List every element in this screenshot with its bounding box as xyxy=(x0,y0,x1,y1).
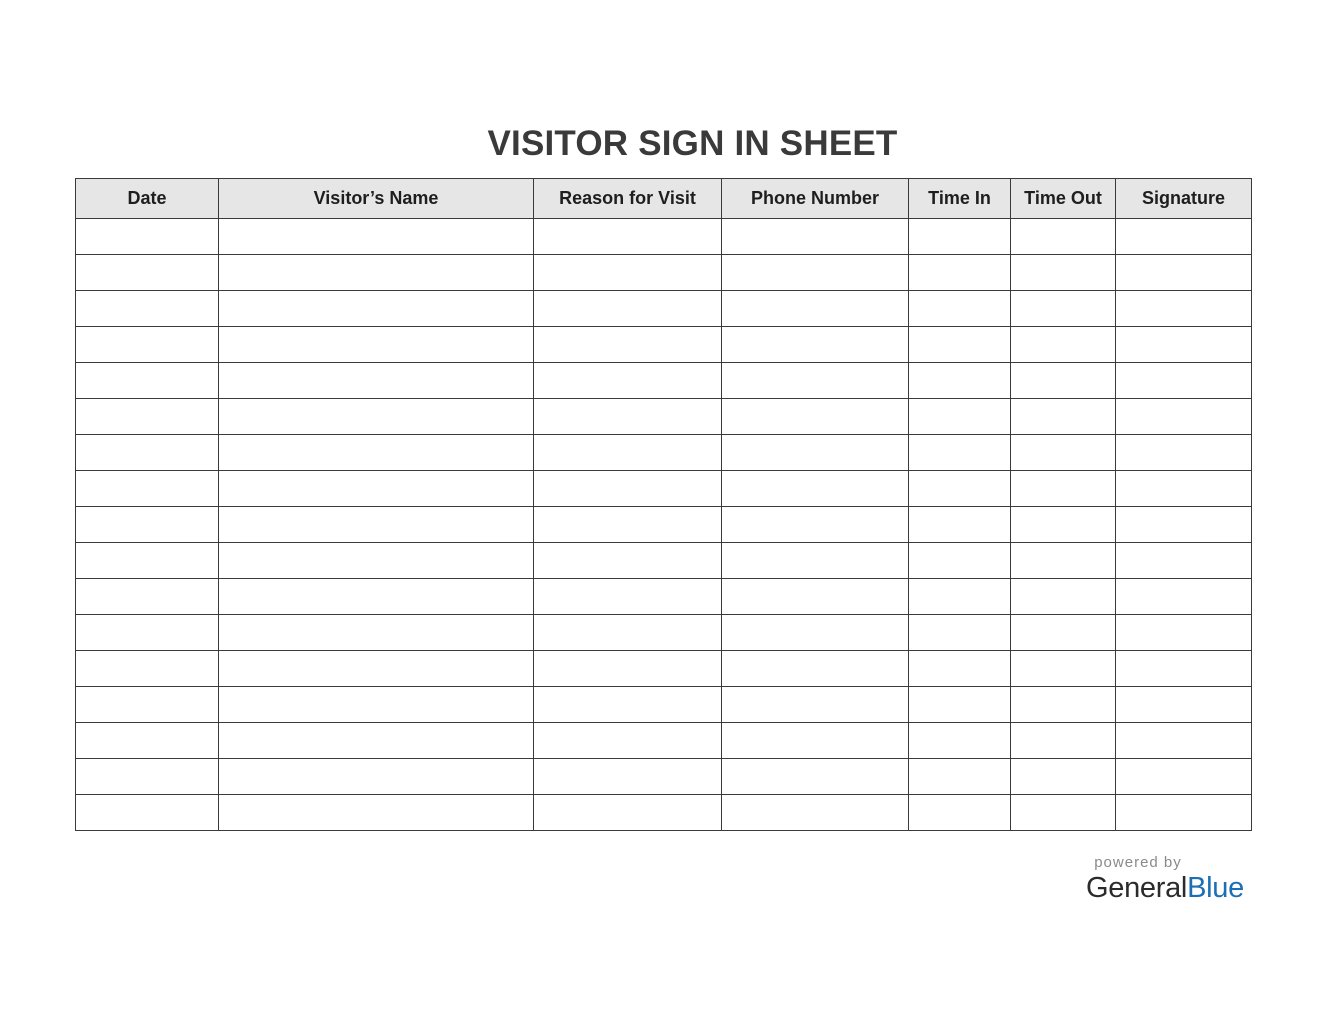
brand-name-blue: Blue xyxy=(1187,872,1244,904)
cell-signature[interactable] xyxy=(1116,687,1252,723)
table-row xyxy=(76,471,1252,507)
cell-date[interactable] xyxy=(76,615,219,651)
cell-time-in[interactable] xyxy=(909,399,1011,435)
table-row xyxy=(76,507,1252,543)
cell-signature[interactable] xyxy=(1116,543,1252,579)
cell-signature[interactable] xyxy=(1116,399,1252,435)
powered-by-text: powered by xyxy=(1094,854,1182,871)
cell-visitor-name[interactable] xyxy=(219,327,534,363)
cell-time-in[interactable] xyxy=(909,615,1011,651)
cell-date[interactable] xyxy=(76,435,219,471)
powered-by-logo xyxy=(1086,854,1246,905)
cell-time-out[interactable] xyxy=(1011,579,1116,615)
cell-time-out[interactable] xyxy=(1011,399,1116,435)
cell-time-out[interactable] xyxy=(1011,471,1116,507)
cell-phone-number[interactable] xyxy=(722,435,909,471)
cell-visitor-name[interactable] xyxy=(219,651,534,687)
cell-date[interactable] xyxy=(76,795,219,831)
cell-visitor-name[interactable] xyxy=(219,615,534,651)
cell-time-in[interactable] xyxy=(909,327,1011,363)
column-header-reason-for-visit: Reason for Visit xyxy=(534,179,722,219)
cell-time-out[interactable] xyxy=(1011,795,1116,831)
cell-date[interactable] xyxy=(76,579,219,615)
cell-time-out[interactable] xyxy=(1011,435,1116,471)
cell-reason-for-visit[interactable] xyxy=(534,651,722,687)
cell-time-out[interactable] xyxy=(1011,651,1116,687)
table-row xyxy=(76,543,1252,579)
cell-reason-for-visit[interactable] xyxy=(534,759,722,795)
cell-time-in[interactable] xyxy=(909,219,1011,255)
table-row xyxy=(76,651,1252,687)
cell-phone-number[interactable] xyxy=(722,579,909,615)
cell-date[interactable] xyxy=(76,471,219,507)
cell-date[interactable] xyxy=(76,399,219,435)
cell-visitor-name[interactable] xyxy=(219,507,534,543)
cell-time-out[interactable] xyxy=(1011,219,1116,255)
cell-phone-number[interactable] xyxy=(722,363,909,399)
column-header-date: Date xyxy=(76,179,219,219)
cell-date[interactable] xyxy=(76,291,219,327)
cell-reason-for-visit[interactable] xyxy=(534,795,722,831)
cell-visitor-name[interactable] xyxy=(219,687,534,723)
cell-time-out[interactable] xyxy=(1011,687,1116,723)
cell-signature[interactable] xyxy=(1116,759,1252,795)
cell-phone-number[interactable] xyxy=(722,723,909,759)
cell-phone-number[interactable] xyxy=(722,471,909,507)
cell-signature[interactable] xyxy=(1116,435,1252,471)
table-row xyxy=(76,291,1252,327)
cell-visitor-name[interactable] xyxy=(219,579,534,615)
cell-phone-number[interactable] xyxy=(722,507,909,543)
cell-time-in[interactable] xyxy=(909,795,1011,831)
column-header-visitor-name: Visitor’s Name xyxy=(219,179,534,219)
cell-visitor-name[interactable] xyxy=(219,759,534,795)
cell-reason-for-visit[interactable] xyxy=(534,255,722,291)
cell-signature[interactable] xyxy=(1116,579,1252,615)
cell-time-out[interactable] xyxy=(1011,759,1116,795)
cell-reason-for-visit[interactable] xyxy=(534,435,722,471)
cell-phone-number[interactable] xyxy=(722,795,909,831)
cell-signature[interactable] xyxy=(1116,363,1252,399)
cell-signature[interactable] xyxy=(1116,615,1252,651)
cell-time-in[interactable] xyxy=(909,687,1011,723)
cell-reason-for-visit[interactable] xyxy=(534,327,722,363)
column-header-time-in: Time In xyxy=(909,179,1011,219)
cell-signature[interactable] xyxy=(1116,327,1252,363)
cell-time-in[interactable] xyxy=(909,723,1011,759)
cell-date[interactable] xyxy=(76,723,219,759)
cell-visitor-name[interactable] xyxy=(219,291,534,327)
cell-time-out[interactable] xyxy=(1011,615,1116,651)
cell-visitor-name[interactable] xyxy=(219,543,534,579)
table-row xyxy=(76,759,1252,795)
table-row xyxy=(76,687,1252,723)
cell-time-in[interactable] xyxy=(909,579,1011,615)
column-header-signature: Signature xyxy=(1116,179,1252,219)
cell-reason-for-visit[interactable] xyxy=(534,723,722,759)
table-row xyxy=(76,255,1252,291)
cell-phone-number[interactable] xyxy=(722,615,909,651)
cell-visitor-name[interactable] xyxy=(219,723,534,759)
cell-signature[interactable] xyxy=(1116,471,1252,507)
cell-reason-for-visit[interactable] xyxy=(534,507,722,543)
cell-date[interactable] xyxy=(76,507,219,543)
cell-date[interactable] xyxy=(76,255,219,291)
cell-time-in[interactable] xyxy=(909,471,1011,507)
table-row xyxy=(76,219,1252,255)
cell-signature[interactable] xyxy=(1116,795,1252,831)
cell-time-out[interactable] xyxy=(1011,723,1116,759)
cell-time-in[interactable] xyxy=(909,543,1011,579)
cell-time-out[interactable] xyxy=(1011,255,1116,291)
table-row xyxy=(76,579,1252,615)
cell-reason-for-visit[interactable] xyxy=(534,579,722,615)
column-header-phone-number: Phone Number xyxy=(722,179,909,219)
cell-reason-for-visit[interactable] xyxy=(534,543,722,579)
cell-date[interactable] xyxy=(76,543,219,579)
cell-date[interactable] xyxy=(76,759,219,795)
cell-visitor-name[interactable] xyxy=(219,399,534,435)
cell-date[interactable] xyxy=(76,651,219,687)
cell-visitor-name[interactable] xyxy=(219,471,534,507)
cell-time-out[interactable] xyxy=(1011,507,1116,543)
cell-time-out[interactable] xyxy=(1011,543,1116,579)
cell-time-out[interactable] xyxy=(1011,363,1116,399)
cell-signature[interactable] xyxy=(1116,255,1252,291)
table-row xyxy=(76,795,1252,831)
cell-visitor-name[interactable] xyxy=(219,363,534,399)
brand-name xyxy=(1086,872,1246,905)
cell-reason-for-visit[interactable] xyxy=(534,219,722,255)
cell-visitor-name[interactable] xyxy=(219,255,534,291)
cell-phone-number[interactable] xyxy=(722,759,909,795)
table-body xyxy=(76,219,1252,831)
cell-date[interactable] xyxy=(76,219,219,255)
visitor-sign-in-table xyxy=(75,178,1252,831)
cell-date[interactable] xyxy=(76,327,219,363)
cell-phone-number[interactable] xyxy=(722,219,909,255)
cell-phone-number[interactable] xyxy=(722,543,909,579)
table-row xyxy=(76,327,1252,363)
cell-phone-number[interactable] xyxy=(722,327,909,363)
brand-name-general: General xyxy=(1086,872,1188,904)
column-header-time-out: Time Out xyxy=(1011,179,1116,219)
cell-time-in[interactable] xyxy=(909,651,1011,687)
cell-signature[interactable] xyxy=(1116,291,1252,327)
cell-reason-for-visit[interactable] xyxy=(534,363,722,399)
cell-phone-number[interactable] xyxy=(722,687,909,723)
cell-reason-for-visit[interactable] xyxy=(534,471,722,507)
cell-time-in[interactable] xyxy=(909,759,1011,795)
cell-phone-number[interactable] xyxy=(722,291,909,327)
cell-reason-for-visit[interactable] xyxy=(534,615,722,651)
cell-reason-for-visit[interactable] xyxy=(534,687,722,723)
cell-signature[interactable] xyxy=(1116,651,1252,687)
cell-phone-number[interactable] xyxy=(722,399,909,435)
cell-visitor-name[interactable] xyxy=(219,435,534,471)
table-row xyxy=(76,363,1252,399)
page-title: VISITOR SIGN IN SHEET xyxy=(487,124,898,163)
cell-time-in[interactable] xyxy=(909,363,1011,399)
table-row xyxy=(76,435,1252,471)
cell-date[interactable] xyxy=(76,687,219,723)
cell-visitor-name[interactable] xyxy=(219,795,534,831)
cell-signature[interactable] xyxy=(1116,723,1252,759)
cell-time-out[interactable] xyxy=(1011,291,1116,327)
header-row xyxy=(76,179,1252,219)
cell-time-in[interactable] xyxy=(909,435,1011,471)
table-row xyxy=(76,615,1252,651)
table-row xyxy=(76,399,1252,435)
cell-signature[interactable] xyxy=(1116,507,1252,543)
cell-signature[interactable] xyxy=(1116,219,1252,255)
cell-time-in[interactable] xyxy=(909,255,1011,291)
cell-visitor-name[interactable] xyxy=(219,219,534,255)
cell-reason-for-visit[interactable] xyxy=(534,291,722,327)
cell-time-in[interactable] xyxy=(909,291,1011,327)
cell-phone-number[interactable] xyxy=(722,255,909,291)
cell-time-in[interactable] xyxy=(909,507,1011,543)
cell-date[interactable] xyxy=(76,363,219,399)
table-row xyxy=(76,723,1252,759)
cell-phone-number[interactable] xyxy=(722,651,909,687)
cell-time-out[interactable] xyxy=(1011,327,1116,363)
cell-reason-for-visit[interactable] xyxy=(534,399,722,435)
